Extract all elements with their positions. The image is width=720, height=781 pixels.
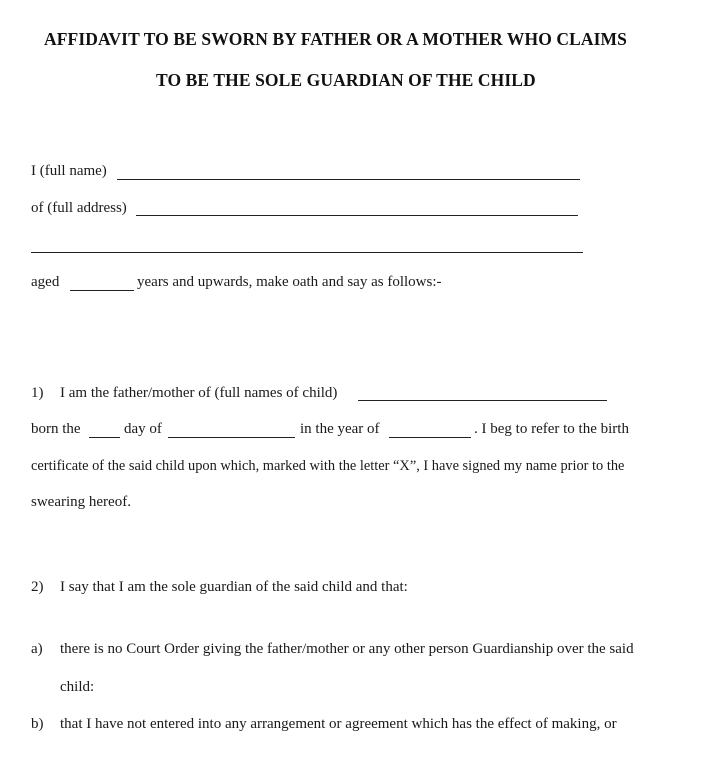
born-the-label: born the (31, 421, 81, 437)
section-2-text: I say that I am the sole guardian of the said child and that: (60, 579, 408, 595)
full-address-field-line-2[interactable] (31, 252, 583, 253)
full-name-field[interactable] (117, 179, 580, 180)
full-address-label: of (full address) (31, 200, 127, 216)
birth-year-field[interactable] (389, 437, 471, 438)
full-address-field[interactable] (136, 215, 578, 216)
document-title-line-2: TO BE THE SOLE GUARDIAN OF THE CHILD (156, 70, 536, 90)
item-b-text: that I have not entered into any arrangement or agreement which has the effect of making, or (60, 716, 617, 732)
item-a-text-line-2: child: (60, 679, 95, 695)
aged-field[interactable] (70, 290, 134, 291)
birth-day-field[interactable] (89, 437, 120, 438)
aged-tail-text: years and upwards, make oath and say as follows:- (137, 274, 442, 290)
section-1-text-line-3: swearing hereof. (31, 494, 131, 510)
refer-birth-text: . I beg to refer to the birth (474, 421, 629, 437)
item-a-text-line-1: there is no Court Order giving the father/mother or any other person Guardianship over the said (60, 641, 634, 657)
item-a-label: a) (31, 641, 43, 657)
section-1-number: 1) (31, 385, 44, 401)
section-1-text: I am the father/mother of (full names of child) (60, 385, 338, 401)
document-title-line-1: AFFIDAVIT TO BE SWORN BY FATHER OR A MOTHER WHO CLAIMS (44, 29, 628, 49)
child-full-names-field[interactable] (358, 400, 607, 401)
section-2-number: 2) (31, 579, 44, 595)
aged-label: aged (31, 274, 60, 290)
birth-month-field[interactable] (168, 437, 295, 438)
in-the-year-of-label: in the year of (300, 421, 380, 437)
item-b-label: b) (31, 716, 44, 732)
day-of-label: day of (124, 421, 162, 437)
full-name-label: I (full name) (31, 163, 107, 179)
section-1-text-line-2: certificate of the said child upon which, marked with the letter “X”, I have signed my name prior to the (31, 458, 625, 474)
